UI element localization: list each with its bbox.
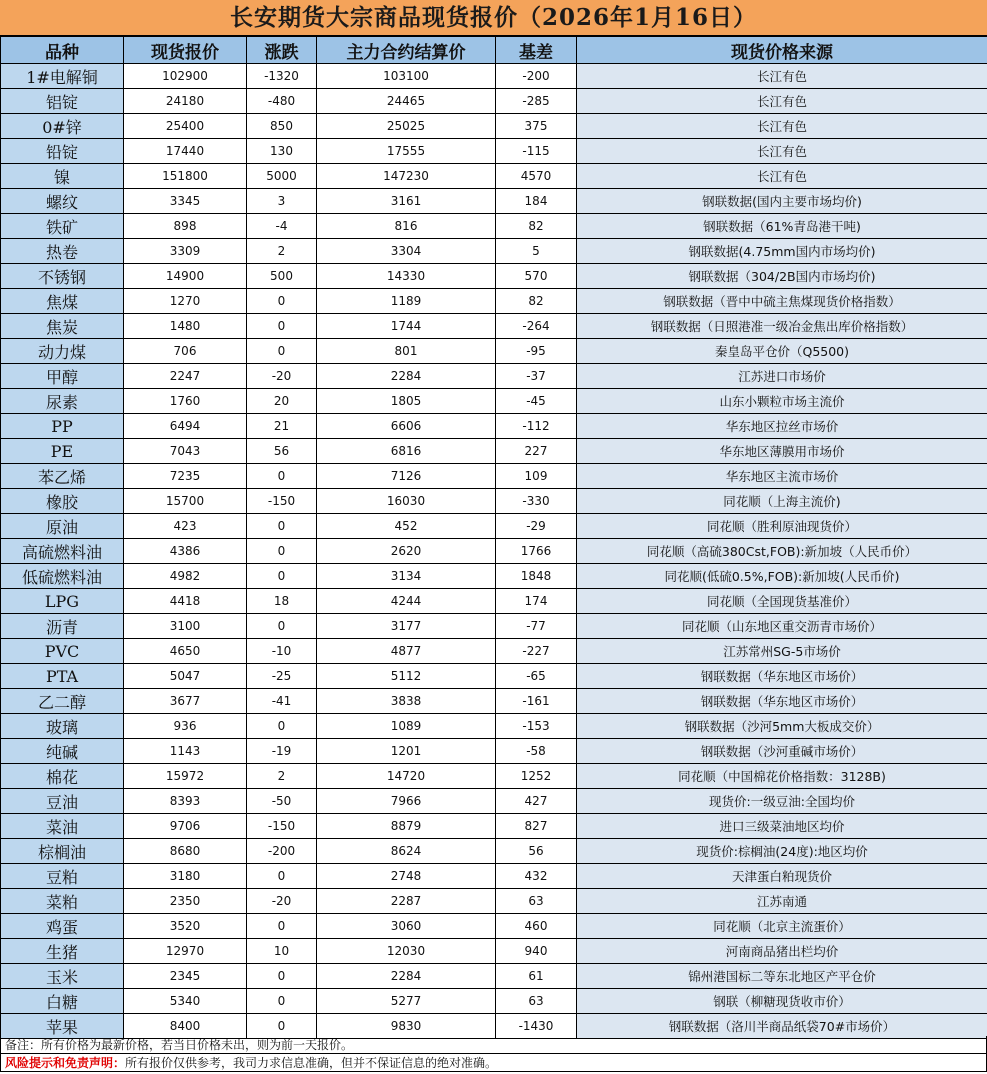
cell-change: 21 (247, 414, 317, 439)
table-row (1, 514, 987, 539)
table-row (1, 464, 987, 489)
cell-spot-price: 5340 (124, 989, 247, 1014)
cell-spot-price: 7235 (124, 464, 247, 489)
cell-change: -480 (247, 89, 317, 114)
cell-commodity: LPG (1, 589, 124, 614)
cell-basis: 940 (496, 939, 577, 964)
cell-price-source: 钢联数据（华东地区市场价） (577, 689, 987, 714)
cell-basis: -264 (496, 314, 577, 339)
cell-settlement-price: 3177 (317, 614, 496, 639)
cell-basis: 427 (496, 789, 577, 814)
cell-basis: 4570 (496, 164, 577, 189)
cell-settlement-price: 8624 (317, 839, 496, 864)
cell-settlement-price: 1744 (317, 314, 496, 339)
cell-basis: 63 (496, 889, 577, 914)
cell-commodity: 玉米 (1, 964, 124, 989)
cell-basis: 82 (496, 214, 577, 239)
cell-settlement-price: 3161 (317, 189, 496, 214)
cell-price-source: 同花顺（上海主流价) (577, 489, 987, 514)
cell-spot-price: 25400 (124, 114, 247, 139)
cell-basis: 61 (496, 964, 577, 989)
cell-spot-price: 5047 (124, 664, 247, 689)
cell-spot-price: 1143 (124, 739, 247, 764)
cell-basis: -200 (496, 64, 577, 89)
cell-settlement-price: 4244 (317, 589, 496, 614)
cell-commodity: 菜粕 (1, 889, 124, 914)
table-row (1, 789, 987, 814)
cell-commodity: PVC (1, 639, 124, 664)
cell-commodity: 棕榈油 (1, 839, 124, 864)
cell-price-source: 钢联数据(4.75mm国内市场均价) (577, 239, 987, 264)
cell-settlement-price: 801 (317, 339, 496, 364)
cell-spot-price: 3345 (124, 189, 247, 214)
cell-spot-price: 3677 (124, 689, 247, 714)
cell-spot-price: 898 (124, 214, 247, 239)
table-row (1, 139, 987, 164)
cell-change: 0 (247, 539, 317, 564)
cell-basis: 109 (496, 464, 577, 489)
cell-price-source: 长江有色 (577, 64, 987, 89)
cell-basis: 1252 (496, 764, 577, 789)
cell-settlement-price: 7126 (317, 464, 496, 489)
table-row (1, 614, 987, 639)
cell-basis: -153 (496, 714, 577, 739)
table-row (1, 339, 987, 364)
cell-commodity: 豆油 (1, 789, 124, 814)
cell-price-source: 钢联数据（61%青岛港干吨) (577, 214, 987, 239)
table-row (1, 939, 987, 964)
table-row (1, 189, 987, 214)
table-row (1, 1014, 987, 1039)
cell-settlement-price: 2284 (317, 964, 496, 989)
cell-basis: 56 (496, 839, 577, 864)
cell-commodity: 低硫燃料油 (1, 564, 124, 589)
cell-basis: 432 (496, 864, 577, 889)
cell-change: 56 (247, 439, 317, 464)
table-row (1, 714, 987, 739)
cell-settlement-price: 5112 (317, 664, 496, 689)
table-row (1, 639, 987, 664)
cell-settlement-price: 17555 (317, 139, 496, 164)
table-row (1, 414, 987, 439)
cell-spot-price: 706 (124, 339, 247, 364)
cell-commodity: 高硫燃料油 (1, 539, 124, 564)
cell-settlement-price: 9830 (317, 1014, 496, 1039)
cell-commodity: 乙二醇 (1, 689, 124, 714)
cell-price-source: 钢联数据（日照港准一级冶金焦出库价格指数） (577, 314, 987, 339)
cell-commodity: 苹果 (1, 1014, 124, 1039)
cell-price-source: 长江有色 (577, 114, 987, 139)
cell-basis: -65 (496, 664, 577, 689)
cell-commodity: 纯碱 (1, 739, 124, 764)
cell-basis: 827 (496, 814, 577, 839)
cell-price-source: 长江有色 (577, 139, 987, 164)
cell-change: 0 (247, 989, 317, 1014)
cell-price-source: 山东小颗粒市场主流价 (577, 389, 987, 414)
cell-spot-price: 7043 (124, 439, 247, 464)
cell-spot-price: 3180 (124, 864, 247, 889)
cell-settlement-price: 2287 (317, 889, 496, 914)
cell-spot-price: 2345 (124, 964, 247, 989)
table-row (1, 664, 987, 689)
cell-commodity: 不锈钢 (1, 264, 124, 289)
cell-price-source: 现货价:棕榈油(24度):地区均价 (577, 839, 987, 864)
cell-change: 18 (247, 589, 317, 614)
cell-change: -50 (247, 789, 317, 814)
table-row (1, 839, 987, 864)
cell-basis: -95 (496, 339, 577, 364)
cell-spot-price: 102900 (124, 64, 247, 89)
table-row (1, 764, 987, 789)
cell-basis: -58 (496, 739, 577, 764)
cell-settlement-price: 1805 (317, 389, 496, 414)
cell-price-source: 同花顺（山东地区重交沥青市场价） (577, 614, 987, 639)
cell-change: -150 (247, 814, 317, 839)
remark-text: 备注：所有价格为最新价格，若当日价格未出，则为前一天报价。 (5, 1038, 354, 1052)
cell-spot-price: 3520 (124, 914, 247, 939)
cell-settlement-price: 2748 (317, 864, 496, 889)
cell-price-source: 钢联数据(国内主要市场均价) (577, 189, 987, 214)
cell-basis: -1430 (496, 1014, 577, 1039)
cell-change: -10 (247, 639, 317, 664)
cell-change: 500 (247, 264, 317, 289)
cell-settlement-price: 14330 (317, 264, 496, 289)
cell-commodity: 热卷 (1, 239, 124, 264)
table-row (1, 814, 987, 839)
cell-spot-price: 4386 (124, 539, 247, 564)
cell-settlement-price: 452 (317, 514, 496, 539)
cell-price-source: 河南商品猪出栏均价 (577, 939, 987, 964)
cell-settlement-price: 1201 (317, 739, 496, 764)
price-table (0, 36, 987, 1039)
cell-basis: 1848 (496, 564, 577, 589)
table-row (1, 114, 987, 139)
cell-change: 130 (247, 139, 317, 164)
cell-commodity: 焦炭 (1, 314, 124, 339)
header-settlement-price: 主力合约结算价 (317, 37, 496, 64)
cell-settlement-price: 1089 (317, 714, 496, 739)
cell-spot-price: 8400 (124, 1014, 247, 1039)
cell-change: 20 (247, 389, 317, 414)
cell-settlement-price: 14720 (317, 764, 496, 789)
table-row (1, 989, 987, 1014)
table-row (1, 289, 987, 314)
cell-change: -150 (247, 489, 317, 514)
table-row (1, 564, 987, 589)
cell-change: 0 (247, 514, 317, 539)
cell-commodity: 焦煤 (1, 289, 124, 314)
table-body (1, 64, 987, 1039)
cell-price-source: 长江有色 (577, 89, 987, 114)
cell-settlement-price: 103100 (317, 64, 496, 89)
cell-spot-price: 2350 (124, 889, 247, 914)
cell-change: -4 (247, 214, 317, 239)
cell-price-source: 华东地区薄膜用市场价 (577, 439, 987, 464)
table-row (1, 314, 987, 339)
cell-change: 2 (247, 239, 317, 264)
cell-spot-price: 24180 (124, 89, 247, 114)
cell-basis: 184 (496, 189, 577, 214)
cell-price-source: 钢联数据（华东地区市场价） (577, 664, 987, 689)
cell-price-source: 锦州港国标二等东北地区产平仓价 (577, 964, 987, 989)
cell-basis: -77 (496, 614, 577, 639)
cell-change: 10 (247, 939, 317, 964)
cell-commodity: 生猪 (1, 939, 124, 964)
cell-spot-price: 151800 (124, 164, 247, 189)
cell-spot-price: 15700 (124, 489, 247, 514)
cell-price-source: 钢联（柳糖现货收市价） (577, 989, 987, 1014)
cell-commodity: 镍 (1, 164, 124, 189)
notes-section (0, 1036, 987, 1072)
cell-spot-price: 936 (124, 714, 247, 739)
table-row (1, 239, 987, 264)
header-commodity: 品种 (1, 37, 124, 64)
cell-change: -25 (247, 664, 317, 689)
cell-price-source: 同花顺(低硫0.5%,FOB):新加坡(人民币价) (577, 564, 987, 589)
cell-basis: 174 (496, 589, 577, 614)
cell-basis: 227 (496, 439, 577, 464)
cell-price-source: 进口三级菜油地区均价 (577, 814, 987, 839)
cell-price-source: 华东地区拉丝市场价 (577, 414, 987, 439)
cell-price-source: 江苏南通 (577, 889, 987, 914)
cell-settlement-price: 8879 (317, 814, 496, 839)
cell-settlement-price: 5277 (317, 989, 496, 1014)
cell-change: 0 (247, 964, 317, 989)
cell-basis: -115 (496, 139, 577, 164)
cell-commodity: 原油 (1, 514, 124, 539)
cell-settlement-price: 6816 (317, 439, 496, 464)
cell-price-source: 华东地区主流市场价 (577, 464, 987, 489)
cell-basis: -37 (496, 364, 577, 389)
header-basis: 基差 (496, 37, 577, 64)
cell-spot-price: 4650 (124, 639, 247, 664)
cell-commodity: 棉花 (1, 764, 124, 789)
cell-commodity: 铁矿 (1, 214, 124, 239)
cell-change: 0 (247, 464, 317, 489)
cell-basis: -29 (496, 514, 577, 539)
cell-change: 0 (247, 614, 317, 639)
table-row (1, 689, 987, 714)
table-row (1, 489, 987, 514)
header-price-source: 现货价格来源 (577, 37, 987, 64)
cell-spot-price: 1480 (124, 314, 247, 339)
cell-commodity: 橡胶 (1, 489, 124, 514)
cell-change: -20 (247, 364, 317, 389)
sheet-title: 长安期货大宗商品现货报价（2026年1月16日） (0, 0, 987, 36)
cell-price-source: 钢联数据（沙河重碱市场价） (577, 739, 987, 764)
cell-price-source: 江苏常州SG-5市场价 (577, 639, 987, 664)
cell-settlement-price: 12030 (317, 939, 496, 964)
cell-basis: 375 (496, 114, 577, 139)
cell-settlement-price: 24465 (317, 89, 496, 114)
cell-change: 3 (247, 189, 317, 214)
cell-settlement-price: 16030 (317, 489, 496, 514)
cell-change: 0 (247, 564, 317, 589)
cell-basis: 460 (496, 914, 577, 939)
cell-commodity: 鸡蛋 (1, 914, 124, 939)
cell-change: 0 (247, 914, 317, 939)
cell-basis: 570 (496, 264, 577, 289)
cell-commodity: 沥青 (1, 614, 124, 639)
cell-commodity: 动力煤 (1, 339, 124, 364)
cell-commodity: 0#锌 (1, 114, 124, 139)
cell-commodity: 白糖 (1, 989, 124, 1014)
cell-price-source: 长江有色 (577, 164, 987, 189)
cell-settlement-price: 2284 (317, 364, 496, 389)
cell-spot-price: 8680 (124, 839, 247, 864)
cell-spot-price: 8393 (124, 789, 247, 814)
cell-price-source: 同花顺（胜利原油现货价） (577, 514, 987, 539)
cell-commodity: PTA (1, 664, 124, 689)
cell-change: 0 (247, 864, 317, 889)
cell-commodity: 豆粕 (1, 864, 124, 889)
table-row (1, 164, 987, 189)
cell-basis: -330 (496, 489, 577, 514)
cell-settlement-price: 2620 (317, 539, 496, 564)
cell-price-source: 钢联数据（晋中中硫主焦煤现货价格指数） (577, 289, 987, 314)
cell-spot-price: 3100 (124, 614, 247, 639)
cell-spot-price: 4982 (124, 564, 247, 589)
risk-label: 风险提示和免责声明： (5, 1056, 126, 1070)
cell-settlement-price: 3134 (317, 564, 496, 589)
cell-price-source: 现货价:一级豆油:全国均价 (577, 789, 987, 814)
remark-line (0, 1036, 987, 1054)
cell-change: 0 (247, 714, 317, 739)
cell-price-source: 钢联数据（沙河5mm大板成交价） (577, 714, 987, 739)
table-row (1, 889, 987, 914)
risk-text: 所有报价仅供参考，我司力求信息准确，但并不保证信息的绝对准确。 (125, 1056, 498, 1070)
cell-change: 0 (247, 339, 317, 364)
cell-commodity: 尿素 (1, 389, 124, 414)
cell-change: -19 (247, 739, 317, 764)
table-row (1, 364, 987, 389)
table-row (1, 864, 987, 889)
cell-spot-price: 2247 (124, 364, 247, 389)
cell-commodity: PE (1, 439, 124, 464)
cell-basis: -285 (496, 89, 577, 114)
cell-spot-price: 1760 (124, 389, 247, 414)
cell-commodity: PP (1, 414, 124, 439)
cell-change: -1320 (247, 64, 317, 89)
disclaimer-line (0, 1054, 987, 1072)
table-row (1, 214, 987, 239)
cell-price-source: 同花顺（北京主流蛋价） (577, 914, 987, 939)
cell-spot-price: 4418 (124, 589, 247, 614)
cell-settlement-price: 7966 (317, 789, 496, 814)
cell-commodity: 铅锭 (1, 139, 124, 164)
header-row (1, 37, 987, 64)
cell-settlement-price: 6606 (317, 414, 496, 439)
cell-basis: -161 (496, 689, 577, 714)
cell-spot-price: 423 (124, 514, 247, 539)
cell-basis: 1766 (496, 539, 577, 564)
cell-change: 850 (247, 114, 317, 139)
cell-basis: 5 (496, 239, 577, 264)
cell-change: -41 (247, 689, 317, 714)
cell-settlement-price: 816 (317, 214, 496, 239)
cell-spot-price: 9706 (124, 814, 247, 839)
cell-basis: -45 (496, 389, 577, 414)
cell-basis: -227 (496, 639, 577, 664)
cell-price-source: 同花顺（全国现货基准价） (577, 589, 987, 614)
cell-commodity: 甲醇 (1, 364, 124, 389)
table-row (1, 439, 987, 464)
cell-commodity: 玻璃 (1, 714, 124, 739)
cell-spot-price: 17440 (124, 139, 247, 164)
header-spot-price: 现货报价 (124, 37, 247, 64)
cell-price-source: 同花顺（高硫380Cst,FOB):新加坡（人民币价） (577, 539, 987, 564)
cell-spot-price: 14900 (124, 264, 247, 289)
cell-spot-price: 15972 (124, 764, 247, 789)
cell-price-source: 天津蛋白粕现货价 (577, 864, 987, 889)
cell-change: 5000 (247, 164, 317, 189)
cell-settlement-price: 1189 (317, 289, 496, 314)
table-row (1, 389, 987, 414)
table-row (1, 739, 987, 764)
cell-price-source: 钢联数据（304/2B国内市场均价) (577, 264, 987, 289)
cell-commodity: 苯乙烯 (1, 464, 124, 489)
cell-settlement-price: 3060 (317, 914, 496, 939)
cell-basis: 63 (496, 989, 577, 1014)
table-row (1, 914, 987, 939)
cell-commodity: 铝锭 (1, 89, 124, 114)
cell-settlement-price: 25025 (317, 114, 496, 139)
cell-change: 0 (247, 289, 317, 314)
cell-settlement-price: 3304 (317, 239, 496, 264)
cell-price-source: 江苏进口市场价 (577, 364, 987, 389)
cell-settlement-price: 3838 (317, 689, 496, 714)
cell-change: -20 (247, 889, 317, 914)
table-row (1, 264, 987, 289)
cell-spot-price: 3309 (124, 239, 247, 264)
cell-basis: -112 (496, 414, 577, 439)
table-row (1, 589, 987, 614)
cell-commodity: 菜油 (1, 814, 124, 839)
cell-spot-price: 6494 (124, 414, 247, 439)
cell-spot-price: 12970 (124, 939, 247, 964)
cell-change: -200 (247, 839, 317, 864)
table-row (1, 964, 987, 989)
cell-basis: 82 (496, 289, 577, 314)
table-row (1, 539, 987, 564)
cell-change: 2 (247, 764, 317, 789)
cell-commodity: 螺纹 (1, 189, 124, 214)
cell-price-source: 钢联数据（洛川半商品纸袋70#市场价） (577, 1014, 987, 1039)
cell-price-source: 同花顺（中国棉花价格指数：3128B) (577, 764, 987, 789)
cell-price-source: 秦皇岛平仓价（Q5500) (577, 339, 987, 364)
table-row (1, 64, 987, 89)
cell-spot-price: 1270 (124, 289, 247, 314)
cell-settlement-price: 4877 (317, 639, 496, 664)
table-row (1, 89, 987, 114)
cell-commodity: 1#电解铜 (1, 64, 124, 89)
cell-change: 0 (247, 314, 317, 339)
cell-change: 0 (247, 1014, 317, 1039)
header-change: 涨跌 (247, 37, 317, 64)
cell-settlement-price: 147230 (317, 164, 496, 189)
